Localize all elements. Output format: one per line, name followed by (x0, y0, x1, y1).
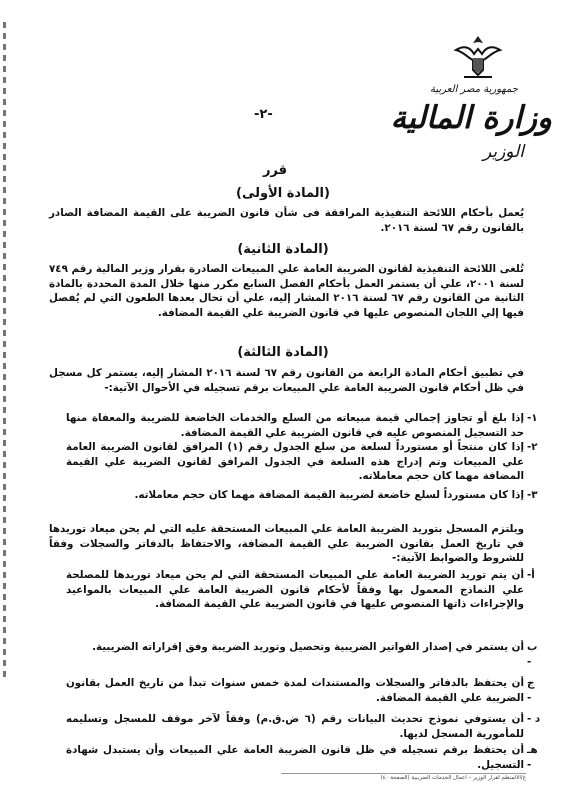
minister-title: الوزير (482, 142, 524, 162)
article-3-intro: في تطبيق أحكام المادة الرابعة من القانون رقم ٦٧ لسنة ٢٠١٦ المشار إليه، يستمر كل مسجل في ظل أحكام قانون الضريبة العامة علي المبيعات برقم تسجيله في الأحوال الآتية:- (49, 367, 524, 394)
article-1-heading: (المادة الأولى) (236, 186, 330, 201)
article-3-heading: (المادة الثالثة) (237, 345, 329, 360)
lettered-item-text: أن يستوفي نموذج تحديث البيانات رقم (٦ ض.ق.م) وفقاً لآخر موقف للمسجل وتسليمه للمأمورية المسجل لديها. (66, 713, 524, 740)
lettered-item-text: أن يتم توريد الضريبة العامة علي المبيعات المستحقة التي لم يحن ميعاد توريدها للمصلحة علي النماذج المعمول بها وفقاً لأحكام قانون الضريبة العامة علي المبيعات بالمواعيد والإجراءات ذاتها المنصوص عليها في قانون الضريبة علي القيمة المضافة. (66, 569, 524, 610)
decision-heading: قرر (262, 163, 288, 178)
article-3-item-1 (66, 411, 538, 440)
footer-rule (281, 773, 526, 774)
numbered-item-marker: ١- (527, 412, 538, 424)
numbered-item-marker: ٢- (527, 441, 538, 453)
article-3-item-e (66, 743, 538, 772)
lettered-item-marker: ج - (527, 677, 535, 704)
article-2-text: تُلغى اللائحة التنفيذية لقانون الضريبة العامة علي المبيعات الصادرة بقرار وزير المالية رقم ٧٤٩ لسنة ٢٠٠١، علي أن يستمر العمل بأحكام الفصل السابع مكرر منها خلال المدة المحددة بالمادة الثانية من القانون رقم ٦٧ لسنة ٢٠١٦ المشار إليه، علي أن تحال بعدها الطعون التي لم يُفصل فيها إلي اللجان المنصوص عليها في قانون الضريبة علي القيمة المضافة. (49, 263, 524, 319)
article-3-item-b (66, 640, 538, 668)
lettered-item-text: أن يستمر في إصدار الفواتير الضريبية وتحصيل وتوريد الضريبة وفق إقراراته الضريبية. (92, 641, 524, 653)
article-3-item-2 (66, 440, 538, 484)
numbered-item-marker: ٣- (527, 489, 538, 501)
numbered-item-text: إذا كان منتجاً أو مستورداً لسلعة من سلع الجدول رقم (١) المرافق لقانون الضريبة العامة علي المبيعات وتم إدراج هذه السلعة في الجدول المرافق لقانون الضريبة علي القيمة المضافة مهما كان حجم معاملاته. (66, 441, 525, 482)
lettered-item-text: أن يحتفظ بالدفاتر والسجلات والمستندات لمدة خمس سنوات تبدأ من تاريخ العمل بقانون الضريبة علي القيمة المضافة. (66, 677, 524, 704)
lettered-item-marker: أ- (527, 569, 535, 581)
lettered-item-marker: ب - (527, 641, 538, 668)
article-3-item-3 (66, 488, 538, 503)
article-3-item-c (66, 676, 535, 705)
egyptian-eagle-emblem-icon (452, 30, 504, 82)
article-3-obligation-intro: ويلتزم المسجل بتوريد الضريبة العامة علي المبيعات المستحقة عليه التي لم يحن ميعاد توريدها في تاريخ العمل بقانون الضريبة علي القيمة المضافة، والاحتفاظ بالدفاتر والسجلات وفقاً للشروط والضوابط الآتية:- (49, 523, 524, 564)
ministry-letterhead (372, 30, 552, 160)
page-footer: ع/الالمنظم لقرار الوزير – أعمال الخدمات الضريبية (الصفحة ٤٠) (380, 775, 526, 781)
lettered-item-text: أن يحتفظ برقم تسجيله في ظل قانون الضريبة العامة علي المبيعات وأن يستبدل شهادة التسجيل. (66, 744, 524, 771)
numbered-item-text: إذا كان مستورداً لسلع خاضعة لضريبة القيمة المضافة مهما كان حجم معاملاته. (134, 489, 524, 501)
article-3-item-d (66, 712, 541, 741)
ministry-name: وزارة المالية (390, 100, 552, 136)
article-1-text: يُعمل بأحكام اللائحة التنفيذية المرافقة فى شأن قانون الضريبة على القيمة المضافة الصادر بالقانون رقم ٦٧ لسنة ٢٠١٦. (49, 207, 524, 234)
numbered-item-text: إذا بلغ أو تجاوز إجمالي قيمة مبيعاته من السلع والخدمات الخاضعة للضريبة والمعفاة منها حد التسجيل المنصوص عليه في قانون الضريبة علي القيمة المضافة. (66, 412, 524, 439)
article-3-item-a (66, 568, 535, 612)
article-2-heading: (المادة الثانية) (237, 242, 329, 257)
republic-name: جمهورية مصر العربية (430, 84, 518, 95)
lettered-item-marker: د - (527, 713, 541, 725)
lettered-item-marker: هـ - (527, 744, 538, 771)
page-number: -٢- (254, 107, 273, 122)
